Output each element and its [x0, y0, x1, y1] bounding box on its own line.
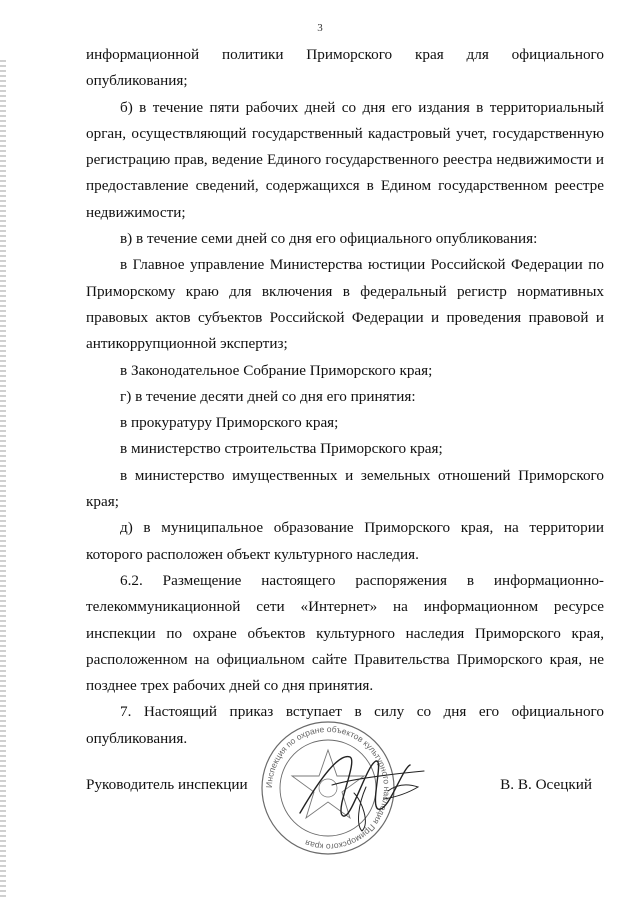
paragraph: в) в течение семи дней со дня его официального опубликования:: [120, 230, 538, 248]
paragraph: 7. Настоящий приказ вступает в силу со дня его официального опубликования.: [86, 703, 604, 747]
paragraph: в министерство строительства Приморского края;: [120, 440, 443, 458]
page-number: 3: [317, 22, 323, 34]
seal-text: Инспекция по охране объектов культурного наследия Приморского края: [263, 723, 393, 853]
paragraph: в министерство имущественных и земельных отношений Приморского края;: [86, 466, 604, 511]
paragraph: 6.2. Размещение настоящего распоряжения в информационно-телекоммуникационной сети «Интернет» на информационном ресурсе инспекции по охране объектов культурного наследия Приморского края, расположенном на официальном сайте Правительства Приморского края, не позднее трех рабочих дней со дня принятия.: [86, 571, 604, 695]
paragraph: б) в течение пяти рабочих дней со дня его издания в территориальный орган, осуществляющий государственный кадастровый учет, государственную регистрацию прав, ведение Единого государственного реестра недвижимости и предоставление сведений, содержащихся в Едином государственном реестре недвижимости;: [86, 98, 604, 221]
paragraph: г) в течение десяти дней со дня его принятия:: [120, 387, 416, 405]
signatory-name: В. В. Осецкий: [500, 776, 592, 793]
paragraph: д) в муниципальное образование Приморского края, на территории которого расположен объект культурного наследия.: [86, 519, 604, 563]
paragraph: в Главное управление Министерства юстиции Российской Федерации по Приморскому краю для включения в федеральный регистр нормативных правовых актов субъектов Российской Федерации и проведения правовой и антикоррупционной экспертиз;: [86, 256, 604, 353]
document-body: [86, 42, 604, 752]
scan-edge-artifact: [0, 60, 6, 900]
paragraph: в прокуратуру Приморского края;: [120, 414, 339, 432]
paragraph: информационной политики Приморского края для официального опубликования;: [86, 46, 604, 90]
paragraph: в Законодательное Собрание Приморского края;: [120, 361, 433, 379]
signatory-title: Руководитель инспекции: [86, 776, 248, 793]
signature-block: [86, 776, 604, 806]
